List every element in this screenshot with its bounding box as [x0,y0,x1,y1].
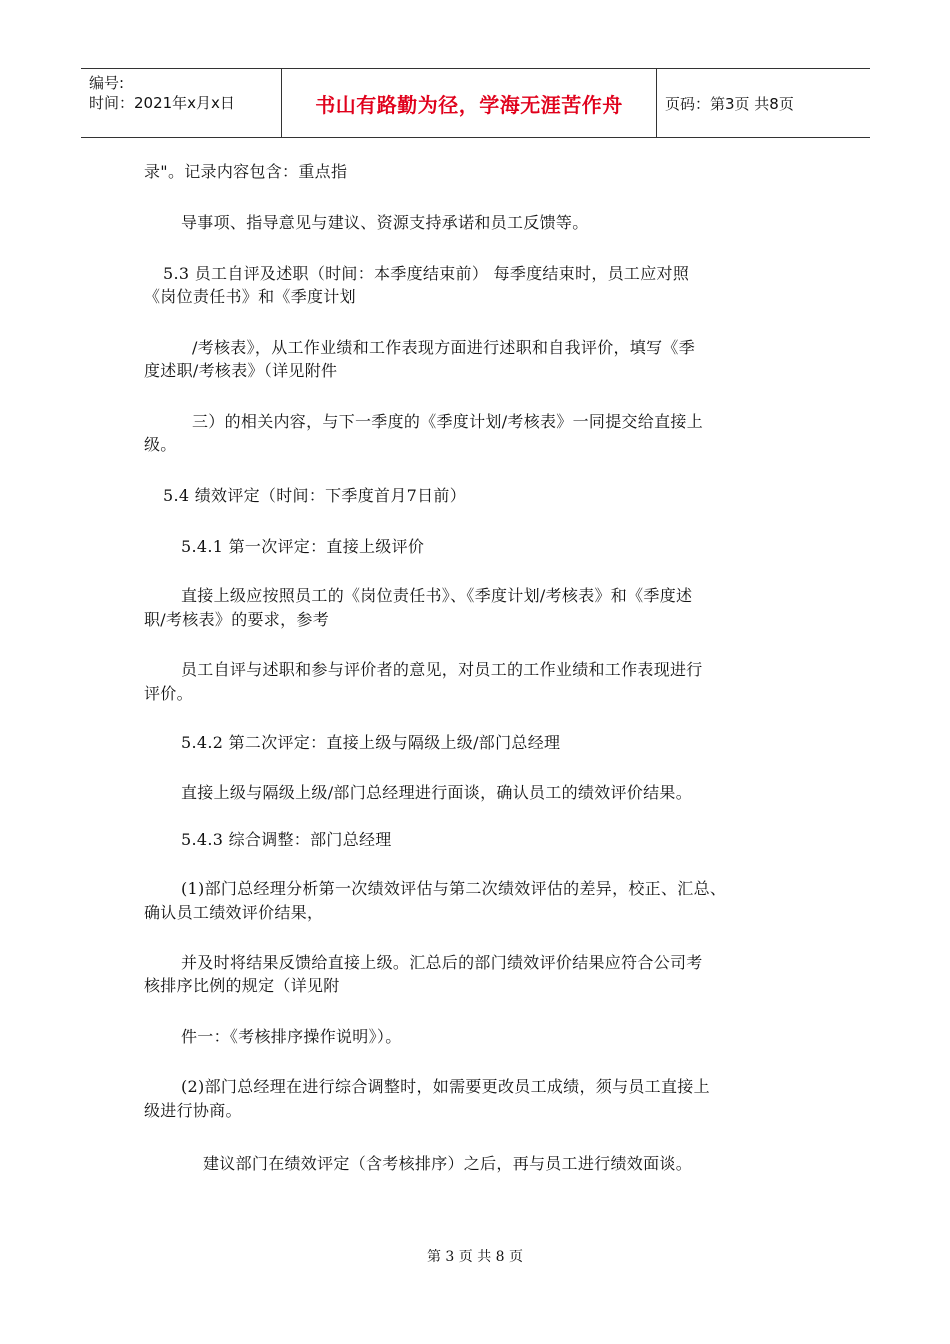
body-line: (2)部门总经理在进行综合调整时，如需要更改员工成绩，须与员工直接上 [181,1077,710,1096]
page-footer: 第 3 页 共 8 页 [426,1249,524,1265]
body-line: 并及时将结果反馈给直接上级。汇总后的部门绩效评价结果应符合公司考 [181,953,703,972]
body-line: 直接上级应按照员工的《岗位责任书》、《季度计划/考核表》和《季度述 [181,586,693,605]
body-line: 评价。 [144,684,193,703]
header-page-cell [657,69,870,137]
body-line: 建议部门在绩效评定（含考核排序）之后，再与员工进行绩效面谈。 [203,1154,693,1173]
section-heading-5-3: 5.3 员工自评及述职（时间：本季度结束前） 每季度结束时，员工应对照 [163,264,690,283]
body-line: 核排序比例的规定（详见附 [144,976,340,995]
header-page-number: 页码：第3页 共8页 [665,94,794,113]
header-motto-cell [282,69,657,137]
body-line: 件一：《考核排序操作说明》）。 [181,1027,402,1046]
body-line: 确认员工绩效评价结果， [144,903,324,922]
section-heading-5-4-1: 5.4.1 第一次评定：直接上级评价 [181,537,425,556]
header-info-cell [81,69,282,137]
body-line: 度述职/考核表》（详见附件 [144,361,338,380]
body-line: 《岗位责任书》和《季度计划 [144,287,356,306]
page-header [81,68,870,138]
document-time-label: 时间：2021年x月x日 [89,94,235,112]
section-heading-5-4: 5.4 绩效评定（时间：下季度首月7日前） [163,486,467,505]
section-heading-5-4-3: 5.4.3 综合调整：部门总经理 [181,830,392,849]
body-line: 级。 [144,435,177,454]
body-line: 三）的相关内容，与下一季度的《季度计划/考核表》一同提交给直接上 [192,412,703,431]
body-line: 级进行协商。 [144,1101,242,1120]
body-line: 直接上级与隔级上级/部门总经理进行面谈，确认员工的绩效评价结果。 [181,783,692,802]
body-line: 职/考核表》的要求，参考 [144,610,329,629]
body-line: /考核表》，从工作业绩和工作表现方面进行述职和自我评价，填写《季 [192,338,695,357]
body-line: 导事项、指导意见与建议、资源支持承诺和员工反馈等。 [181,213,589,232]
body-line: 录"。记录内容包含：重点指 [144,162,348,181]
header-motto: 书山有路勤为径，学海无涯苦作舟 [315,92,623,117]
section-heading-5-4-2: 5.4.2 第二次评定：直接上级与隔级上级/部门总经理 [181,733,561,752]
body-line: (1)部门总经理分析第一次绩效评估与第二次绩效评估的差异，校正、汇总、 [181,879,727,898]
body-line: 员工自评与述职和参与评价者的意见，对员工的工作业绩和工作表现进行 [181,660,703,679]
document-number-label: 编号: [89,74,125,92]
